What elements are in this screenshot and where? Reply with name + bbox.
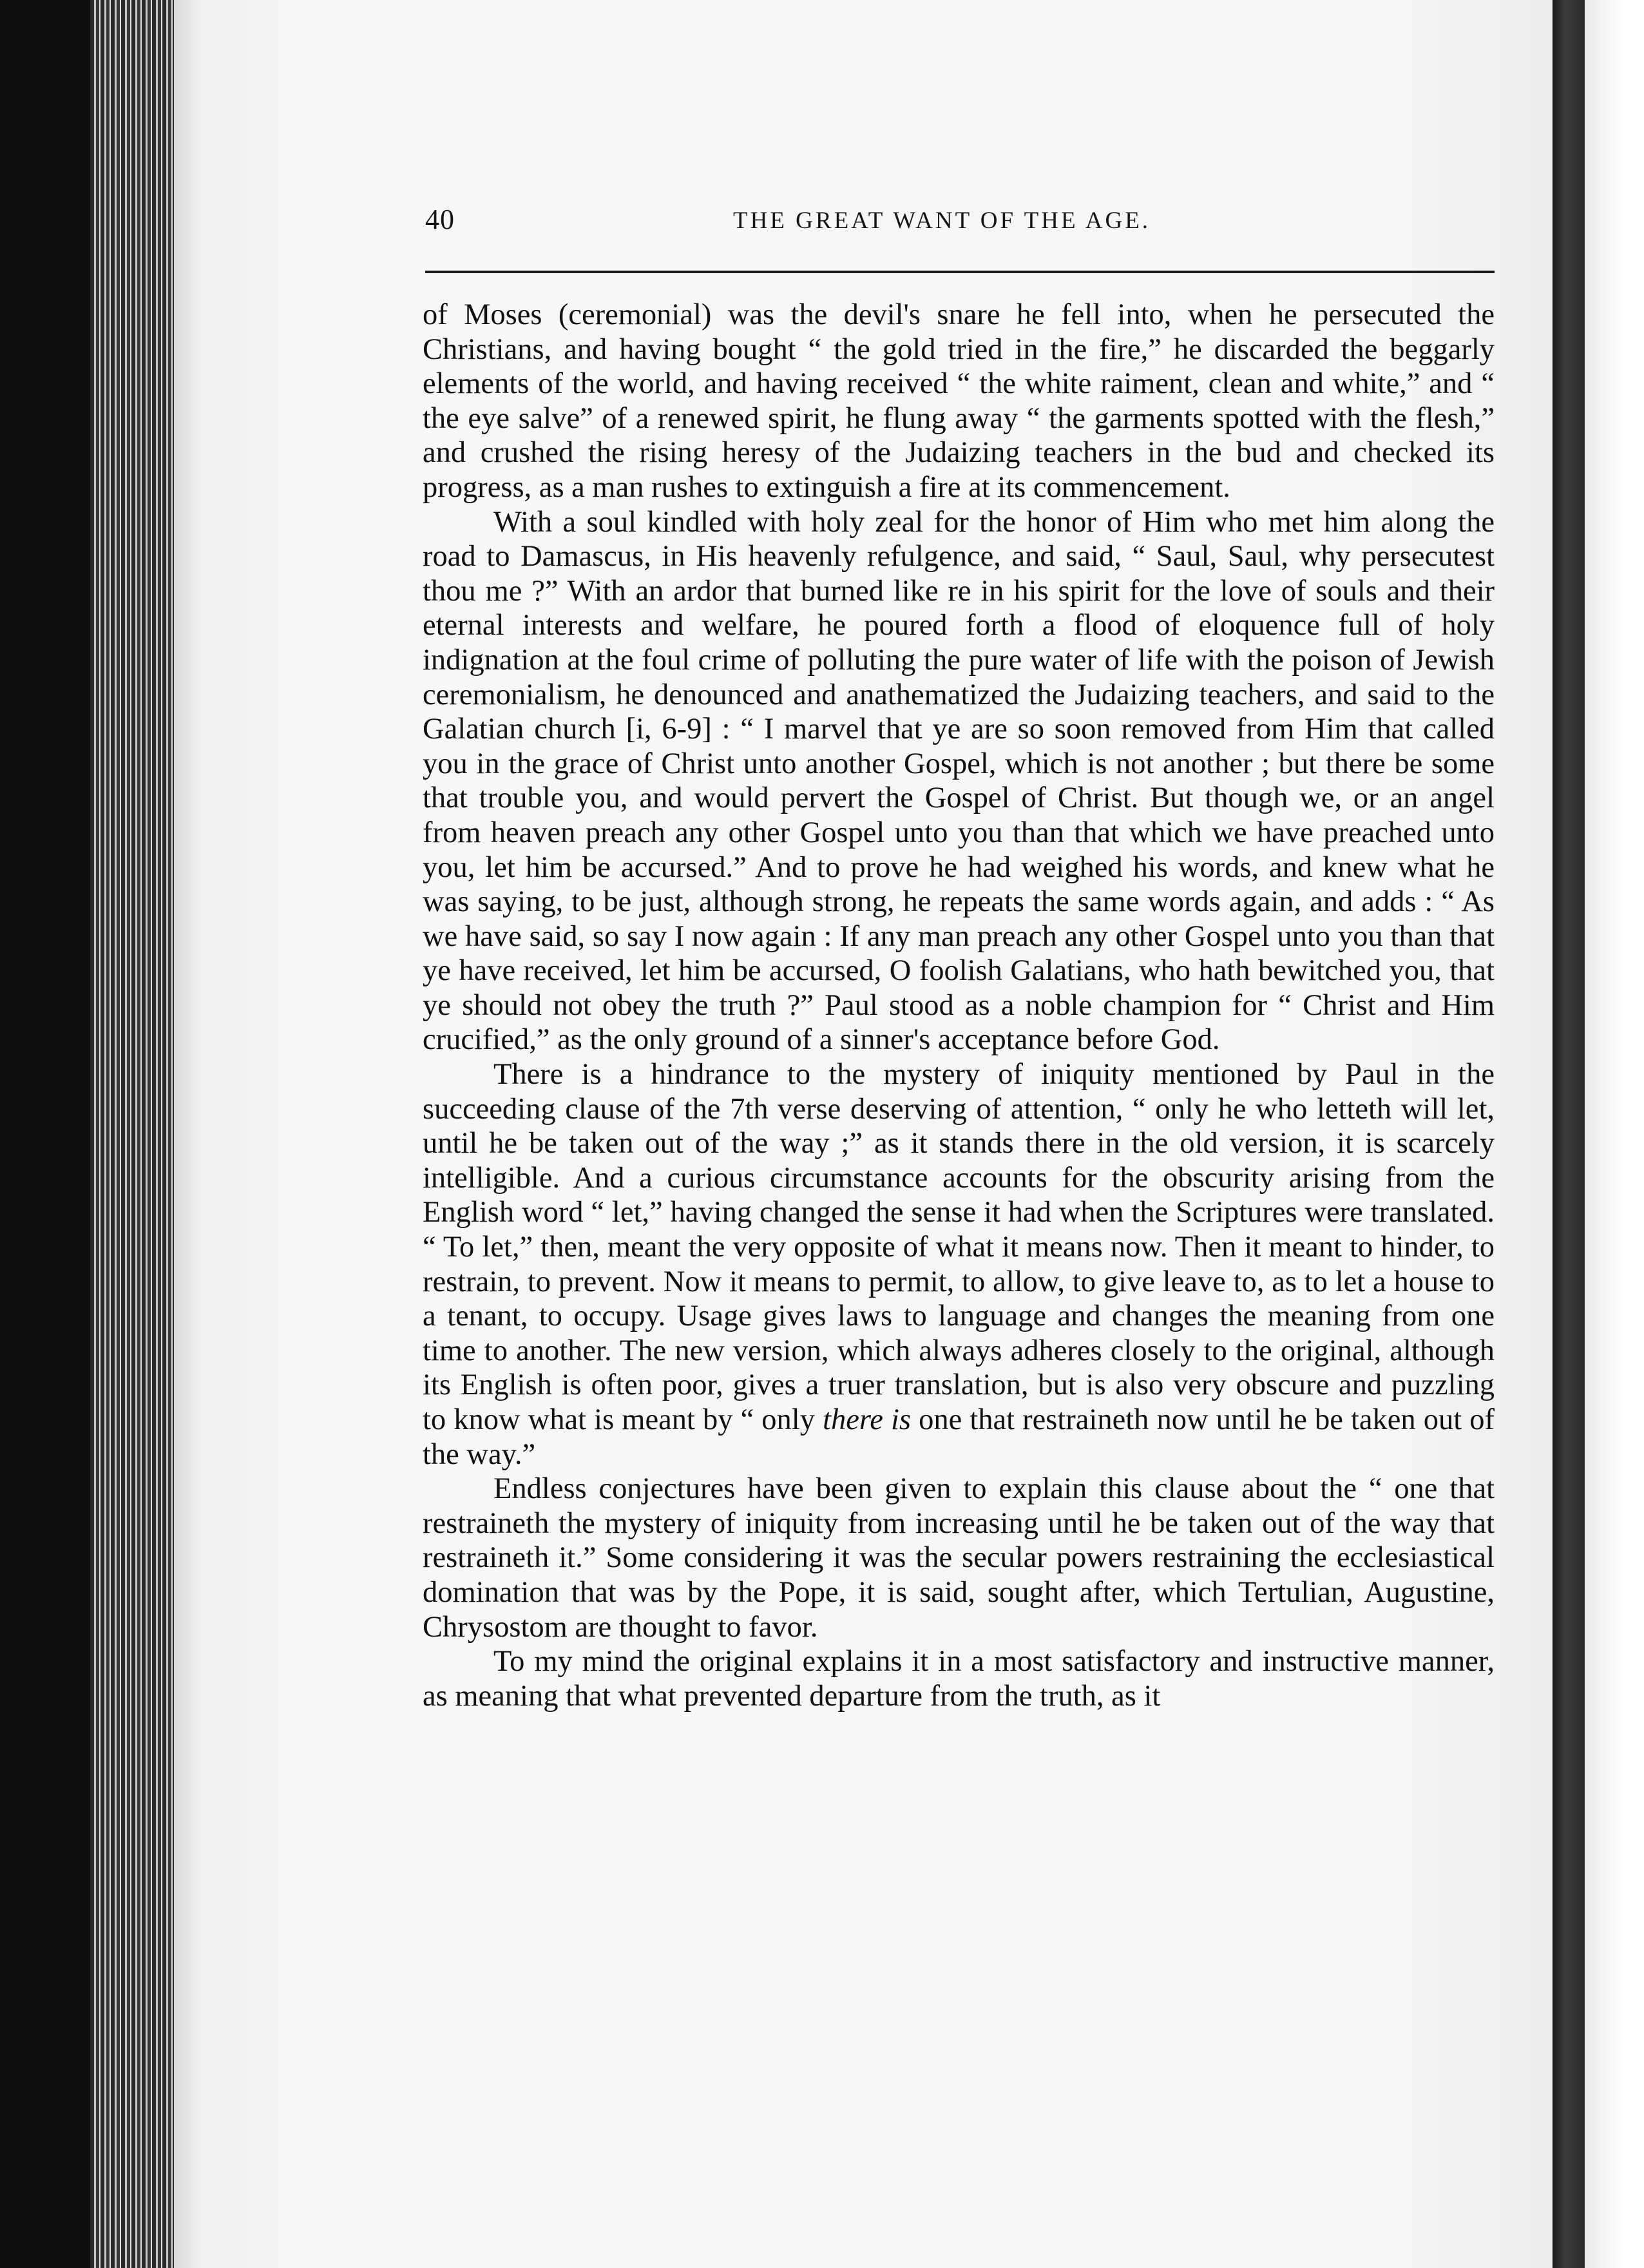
running-head: [425, 203, 1495, 242]
book-gutter-edge: [1553, 0, 1585, 2268]
paragraph-5: To my mind the original explains it in a most satisfactory and instructive manner, as meaning that what prevented departure from the truth, as it: [423, 1645, 1495, 1713]
paragraph-2: With a soul kindled with holy zeal for the honor of Him who met him along the road to Damascus, in His heavenly refulgence, and said, “ Saul, Saul, why persecutest thou me ?” With an ardor that burned like re in his spirit for the love of souls and their eternal interests and welfare, he poured forth a flood of eloquence full of holy indignation at the foul crime of polluting the pure water of life with the poison of Jewish ceremonialism, he denounced and anathematized the Judaizing teachers, and said to the Galatian church [i, 6-9] : “ I marvel that ye are so soon removed from Him that called you in the grace of Christ unto another Gospel, which is not another ; but there be some that trouble you, and would pervert the Gospel of Christ. But though we, or an angel from heaven preach any other Gospel unto you than that which we have preached unto you, let him be accursed.” And to prove he had weighed his words, and knew what he was saying, to be just, although strong, he repeats the same words again, and adds : “ As we have said, so say I now again : If any man preach any other Gospel unto you than that ye have received, let him be accursed, O foolish Galatians, who hath bewitched you, that ye should not obey the truth ?” Paul stood as a noble champion for “ Christ and Him crucified,” as the only ground of a sinner's acceptance before God.: [423, 505, 1495, 1057]
paragraph-4: Endless conjectures have been given to explain this clause about the “ one that restraineth the mystery of iniquity from increasing until he be taken out of the way that restraineth it.” Some considering it was the secular powers restraining the ecclesiastical domination that was by the Pope, it is said, sought after, which Tertulian, Augustine, Chrysostom are thought to favor.: [423, 1472, 1495, 1644]
paragraph-3-italic: there is: [823, 1403, 911, 1436]
running-title: THE GREAT WANT OF THE AGE.: [733, 207, 1151, 234]
facing-page-edge: [1585, 0, 1644, 2268]
scan-background: [0, 0, 90, 2268]
paragraph-1: of Moses (ceremonial) was the devil's snare he fell into, when he persecuted the Christians, and having bought “ the gold tried in the fire,” he discarded the beggarly elements of the world, and having received “ the white raiment, clean and white,” and “ the eye salve” of a renewed spirit, he flung away “ the garments spotted with the flesh,” and crushed the rising heresy of the Judaizing teachers in the bud and checked its progress, as a man rushes to extinguish a fire at its commencement.: [423, 298, 1495, 504]
body-text: [423, 298, 1495, 1713]
paragraph-3-part-2: one that restraineth now until he be taken out of the way.”: [423, 1403, 1495, 1471]
paragraph-3-part-1: There is a hindrance to the mystery of iniquity mentioned by Paul in the succeeding clause of the 7th verse deserving of attention, “ only he who letteth will let, until he be taken out of the way ;” as it stands there in the old version, it is scarcely intelligible. And a curious circumstance accounts for the obscurity arising from the English word “ let,” having changed the sense it had when the Scriptures were translated. “ To let,” then, meant the very opposite of what it means now. Then it meant to hinder, to restrain, to prevent. Now it means to permit, to allow, to give leave to, as to let a house to a tenant, to occupy. Usage gives laws to language and changes the meaning from one time to another. The new version, which always adheres closely to the original, although its English is often poor, gives a truer translation, but is also very obscure and puzzling to know what is meant by “ only: [423, 1058, 1495, 1436]
paragraph-3: [423, 1057, 1495, 1472]
page-number: 40: [425, 204, 455, 235]
header-rule: [425, 271, 1495, 273]
